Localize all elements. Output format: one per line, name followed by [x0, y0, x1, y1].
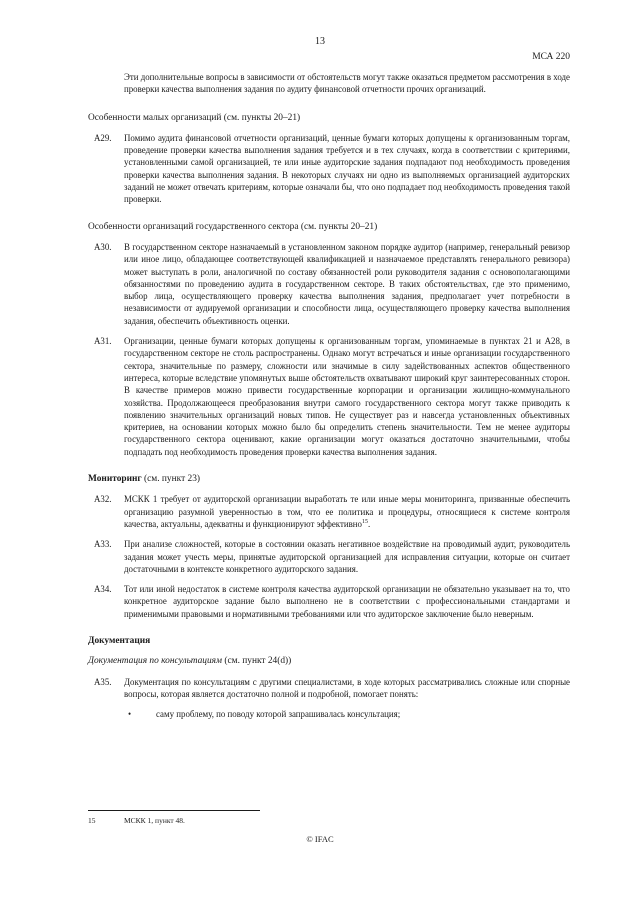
- page-number: 13: [315, 36, 325, 47]
- paragraph-text: [124, 493, 570, 530]
- heading-reference: (см. пункт 23): [141, 474, 201, 485]
- bullet-icon: •: [128, 709, 132, 720]
- footnote-number: 15: [88, 816, 96, 825]
- paragraph-a29: [88, 132, 570, 206]
- subheading-consultations: [88, 655, 570, 667]
- document-code: МСА 220: [532, 52, 570, 62]
- paragraph-a31: [88, 335, 570, 458]
- paragraph-a33: [88, 538, 570, 575]
- paragraph-a34: [88, 583, 570, 620]
- paragraph-text: Помимо аудита финансовой отчетности организаций, ценные бумаги которых допущены к организованным торгам, проведение проверки качества выполнения задания требуется и в тех случаях, когда в соответствии с критериями, установленными самой организацией, те или иные аудиторские задания подпадают под необходимость проведения проверки качества выполнения задания. В некоторых случаях ни одно из выполняемых организацией аудиторских заданий не может отвечать критериям, которые означали бы, что оно подпадает под необходимость проведения такой проверки.: [124, 132, 570, 205]
- paragraph-number: A35.: [94, 676, 112, 687]
- footnote-reference[interactable]: 15: [361, 518, 368, 525]
- footnote: [88, 816, 185, 825]
- paragraph-number: A31.: [94, 336, 112, 347]
- heading-bold-part: Мониторинг: [88, 474, 142, 485]
- paragraph-text: Документация по консультациям с другими специалистами, в ходе которых рассматривались сложные или спорные вопросы, которая является достаточно полной и подробной, помогает понять:: [124, 676, 570, 699]
- paragraph-a32: [88, 493, 570, 530]
- paragraph-number: A32.: [94, 494, 112, 505]
- paragraph-text: При анализе сложностей, которые в состоянии оказать негативное воздействие на проводимый аудит, руководитель задания может учесть меры, принятые аудиторской организацией для исправления ситуации, которые он считает достаточными в контексте конкретного аудиторского задания.: [124, 539, 570, 574]
- section-heading-small-entities: Особенности малых организаций (см. пункты 20–21): [88, 112, 301, 123]
- bullet-text: саму проблему, по поводу которой запрашивалась консультация;: [156, 709, 401, 720]
- paragraph-body: МСКК 1 требует от аудиторской организации выработать те или иные меры мониторинга, призванные обеспечить организацию разумной уверенностью в том, что ее политика и процедуры, относящиеся к системе контроля качества, актуальны, адекватны и функционируют эффективно: [124, 494, 570, 529]
- paragraph-number: A30.: [94, 241, 112, 252]
- page-body: [88, 71, 570, 728]
- bullet-item: [124, 708, 570, 720]
- footnote-text: МСКК 1, пункт 48.: [124, 816, 185, 825]
- paragraph-number: A34.: [94, 584, 112, 595]
- paragraph-number: A33.: [94, 539, 112, 550]
- subheading-reference: (см. пункт 24(d)): [222, 656, 292, 667]
- subheading-italic: Документация по консультациям: [88, 656, 223, 667]
- paragraph-text: Тот или иной недостаток в системе контроля качества аудиторской организации не обязательно указывает на то, что конкретное аудиторское задание было выполнено не в соответствии с профессиональными стандартами и применимыми правовыми и нормативными требованиями или что аудиторское заключение было неверным.: [124, 584, 570, 619]
- paragraph-text: В государственном секторе назначаемый в установленном законом порядке аудитор (например, генеральный ревизор или иное лицо, обладающее соответствующей квалификацией и назначаемое представлять генерального ревизора) может выступать в роли, аналогичной по составу обязанностей роли руководителя задания с основополагающими обязанностями по проведению аудита в государственном секторе. В таких обстоятельствах, где это применимо, выбор лица, осуществляющего проверку качества выполнения задания, предполагает учет потребности в независимости от аудируемой организации и способности лица, осуществляющего проверку качества выполнения задания, обеспечить объективность оценки.: [124, 241, 570, 326]
- paragraph-a35: [88, 676, 570, 701]
- paragraph-number: A29.: [94, 132, 112, 143]
- footnote-divider: [88, 810, 260, 811]
- section-heading-monitoring: [88, 473, 570, 485]
- paragraph-tail: .: [367, 518, 371, 529]
- intro-paragraph: Эти дополнительные вопросы в зависимости от обстоятельств могут также оказаться предметом рассмотрения в ходе проверки качества выполнения задания по аудиту финансовой отчетности прочих организаций.: [124, 72, 570, 95]
- section-heading-public-sector: Особенности организаций государственного сектора (см. пункты 20–21): [88, 221, 378, 232]
- copyright-footer: © IFAC: [306, 834, 334, 844]
- section-heading-documentation: Документация: [88, 635, 151, 646]
- paragraph-text: Организации, ценные бумаги которых допущены к организованным торгам, упоминаемые в пунктах 21 и A28, в государственном секторе не столь распространены. Однако могут встречаться и иные организации государственного сектора, значительные по размеру, сложности или значимые в силу задействованных аспектов общественного интереса, которые вследствие упомянутых выше обстоятельств охватывают широкий круг заинтересованных сторон. В качестве примеров можно привести государственные корпорации и организации жилищно-коммунального хозяйства. Продолжающееся преобразования внутри самого государственного сектора могут также приводить к появлению значительных организаций новых типов. Не существует раз и навсегда установленных объективных критериев, на основании которых можно было бы определить степень значительности. Тем не менее аудиторы государственного сектора оценивают, какие организации могут оказаться достаточно значительными, чтобы подпадать под необходимость проведения проверки качества выполнения задания.: [124, 336, 570, 457]
- paragraph-a30: [88, 241, 570, 327]
